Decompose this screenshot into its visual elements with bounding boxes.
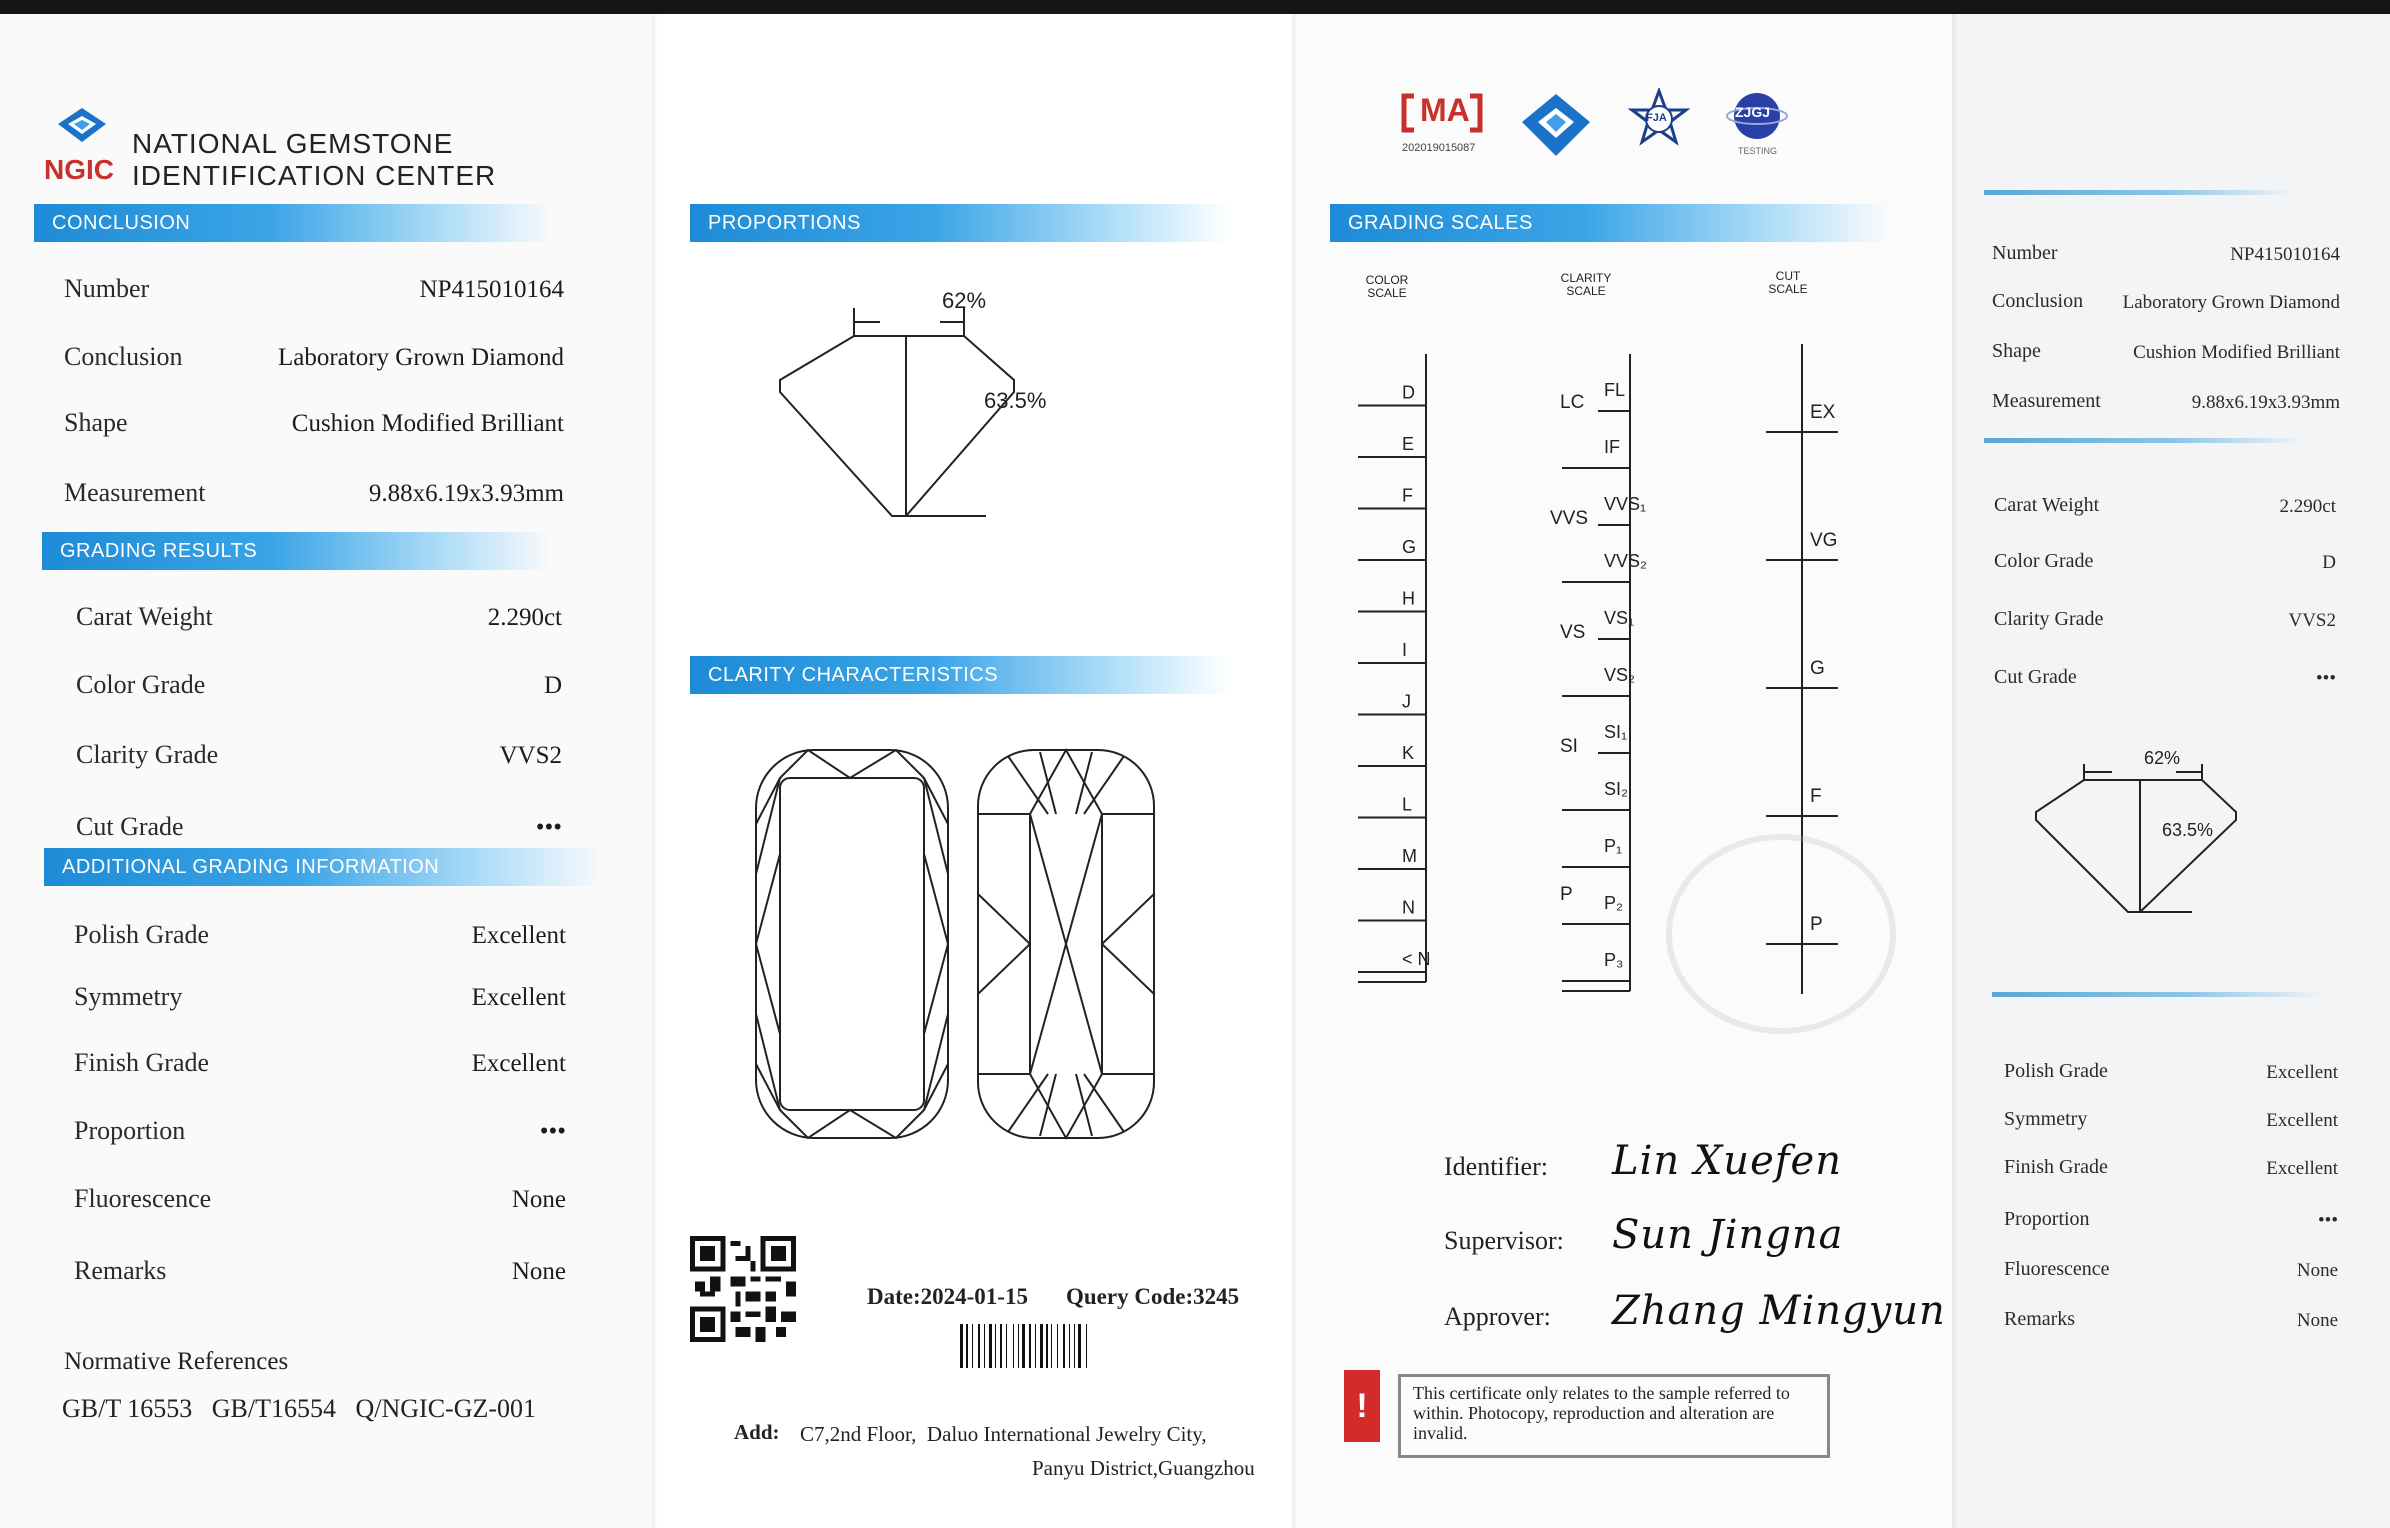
qr-code[interactable] [690,1236,796,1342]
cut-grade-label: VG [1810,530,1838,551]
cut-grade-label: F [1810,786,1822,807]
row-label: Cut Grade [1994,666,2077,688]
row-label: Carat Weight [1994,494,2100,516]
warning-icon: ! [1344,1370,1380,1442]
row-label: Shape [1992,340,2041,362]
row-value: Cushion Modified Brilliant [2133,342,2340,363]
clarity-grade-label: SI₂ [1604,779,1628,799]
clarity-grade-label: SI₁ [1604,722,1628,742]
color-grade-label: K [1402,742,1415,763]
clarity-grade-label: P₂ [1604,893,1623,913]
signature-role: Supervisor: [1444,1226,1564,1255]
row-value: Laboratory Grown Diamond [277,344,564,371]
org-name-line2: IDENTIFICATION CENTER [132,160,497,191]
row-label: Fluorescence [2004,1258,2110,1280]
zjgj-logo: ZJGJ TESTING [1724,90,1790,160]
row-value: None [511,1186,566,1213]
row-value: ••• [2318,1210,2338,1231]
barcode-bar [978,1324,980,1368]
row-label: Polish Grade [74,920,210,949]
signature-name: Lin Xuefen [1612,1138,1842,1184]
references-title: Normative References [64,1348,289,1375]
color-grade-label: E [1402,433,1415,454]
address-line2: Panyu District,Guangzhou [1032,1456,1255,1480]
grading-results-band: GRADING RESULTS [42,532,552,570]
row-value: VVS2 [2288,610,2336,631]
query-code: Query Code:3245 [1066,1284,1240,1309]
summary-divider-2 [1984,438,2304,443]
color-grade-label: G [1402,536,1417,557]
summary-proportions-diagram [2032,754,2282,924]
barcode-bar [1029,1324,1031,1368]
references-text: GB/T 16553 GB/T16554 Q/NGIC-GZ-001 [62,1394,537,1423]
barcode-bar [1074,1324,1075,1368]
row-label: Measurement [64,478,206,507]
color-grade-label: D [1402,382,1415,403]
cut-grade-label: P [1810,914,1823,935]
row-value: 2.290ct [2279,496,2336,517]
barcode-bar [995,1324,996,1368]
panel-summary [1952,14,2390,1528]
row-label: Polish Grade [2004,1060,2108,1082]
barcode-bar [1006,1324,1007,1368]
barcode-bar [1013,1324,1014,1368]
summary-depth-percent: 63.5% [2162,820,2214,840]
panel-scales [1292,14,1952,1528]
color-grade-label: N [1402,897,1415,918]
row-value: NP415010164 [2230,244,2340,265]
summary-table-percent: 62% [2144,748,2181,768]
row-value: Excellent [2266,1062,2338,1083]
clarity-plot-diagram [750,734,1160,1154]
row-label: Remarks [2004,1308,2076,1330]
barcode-bar [1069,1324,1070,1368]
barcode-bar [1022,1324,1025,1368]
depth-percent: 63.5% [984,388,1047,413]
diamond-logo-small [1520,92,1592,163]
row-label: Proportion [74,1116,186,1145]
org-name-line1: NATIONAL GEMSTONE [132,128,454,159]
row-label: Color Grade [76,670,206,699]
row-value: None [2296,1310,2338,1331]
clarity-grade-label: VS₂ [1604,665,1635,685]
barcode-bar [1046,1324,1048,1368]
color-grade-label: < N [1402,948,1431,969]
watermark-stamp [1666,834,1896,1034]
barcode-bar [1018,1324,1019,1368]
clarity-group-label: VS [1560,622,1586,643]
barcode-bar [1051,1324,1052,1368]
color-grade-label: I [1402,639,1408,660]
clarity-group-label: P [1560,884,1573,905]
row-label: Remarks [74,1256,167,1285]
fja-logo: FJA [1628,88,1690,155]
color-grade-label: J [1402,691,1411,712]
clarity-grade-label: VS₁ [1604,608,1635,628]
barcode-bar [960,1324,963,1368]
additional-band: ADDITIONAL GRADING INFORMATION [44,848,604,886]
row-label: Finish Grade [74,1048,210,1077]
clarity-group-label: VVS [1550,508,1589,529]
row-value: NP415010164 [419,276,564,303]
row-value: Excellent [2266,1158,2338,1179]
row-label: Clarity Grade [1994,608,2104,630]
row-label: Proportion [2004,1208,2090,1230]
barcode-bar [1078,1324,1081,1368]
barcode-bar [1040,1324,1043,1368]
barcode-bar [966,1324,968,1368]
clarity-characteristics-band: CLARITY CHARACTERISTICS [690,656,1230,694]
signature-name: Zhang Mingyun [1612,1288,1946,1334]
row-label: Finish Grade [2004,1156,2108,1178]
row-value: Excellent [471,922,566,949]
row-value: Laboratory Grown Diamond [2122,292,2340,313]
barcode-bar [1035,1324,1036,1368]
row-label: Shape [64,408,128,437]
row-label: Number [1992,242,2058,264]
row-label: Fluorescence [74,1184,212,1213]
address-label: Add: [734,1420,780,1444]
color-grade-label: L [1402,794,1413,815]
row-value: Excellent [471,984,566,1011]
top-shadow [0,0,2390,14]
barcode-bar [984,1324,985,1368]
row-label: Cut Grade [76,812,184,841]
color-grade-label: H [1402,588,1415,609]
logo-abbr: NGIC [44,154,114,185]
row-value: D [543,672,562,699]
table-percent: 62% [942,288,987,313]
clarity-grade-label: IF [1604,437,1620,457]
barcode-bar [1063,1324,1065,1368]
signature-role: Identifier: [1444,1152,1548,1181]
summary-divider-1 [1984,190,2294,195]
color-grade-label: M [1402,845,1417,866]
clarity-grade-label: VVS₂ [1604,551,1648,571]
row-value: ••• [539,1118,566,1145]
row-value: ••• [535,814,562,841]
clarity-group-label: SI [1560,736,1578,757]
barcode [960,1324,1150,1368]
row-label: Color Grade [1994,550,2094,572]
cut-grade-label: EX [1810,402,1836,423]
row-value: Excellent [2266,1110,2338,1131]
issue-date: Date:2024-01-15 [867,1284,1028,1309]
row-value: Excellent [471,1050,566,1077]
row-label: Symmetry [2004,1108,2088,1130]
row-label: Symmetry [74,982,183,1011]
grading-scales-band: GRADING SCALES [1330,204,1890,242]
barcode-bar [1086,1324,1087,1368]
row-label: Carat Weight [76,602,213,631]
row-value: None [511,1258,566,1285]
barcode-bar [1057,1324,1058,1368]
color-scale-header: COLOR SCALE [1365,273,1409,300]
diamond-logo-icon [1520,92,1592,158]
row-value: VVS2 [499,742,562,769]
panel-proportions [652,14,1292,1528]
clarity-scale-header: CLARITY SCALE [1560,271,1612,298]
signature-name: Sun Jingna [1612,1212,1844,1258]
cut-scale-header: CUT SCALE [1768,269,1808,296]
cma-logo: MA 202019015087 [1400,88,1484,158]
row-value: 9.88x6.19x3.93mm [2191,392,2340,413]
signature-role: Approver: [1444,1302,1551,1331]
clarity-grade-label: VVS₁ [1604,494,1647,514]
clarity-grade-label: P₁ [1604,836,1623,856]
row-value: 9.88x6.19x3.93mm [368,480,564,507]
clarity-grade-label: P₃ [1604,950,1624,970]
row-label: Conclusion [64,342,183,371]
row-value: ••• [2316,668,2336,689]
clarity-grade-label: FL [1604,380,1626,400]
barcode-bar [972,1324,973,1368]
row-label: Measurement [1992,390,2101,412]
row-value: D [2322,552,2336,573]
row-label: Number [64,274,150,303]
color-grade-label: F [1402,485,1413,506]
row-value: 2.290ct [487,604,562,631]
cut-grade-label: G [1810,658,1825,679]
conclusion-band: CONCLUSION [34,204,554,242]
panel-left [0,14,652,1528]
row-value: Cushion Modified Brilliant [291,410,564,437]
summary-divider-3 [1992,992,2322,997]
barcode-bar [989,1324,992,1368]
proportions-band: PROPORTIONS [690,204,1230,242]
address-line1: C7,2nd Floor, Daluo International Jewelry City, [800,1422,1207,1446]
row-value: None [2296,1260,2338,1281]
row-label: Conclusion [1992,290,2084,312]
clarity-group-label: LC [1560,392,1585,413]
row-label: Clarity Grade [76,740,219,769]
notice-text: This certificate only relates to the sample referred to within. Photocopy, reproduction and alteration are invalid. [1398,1374,1830,1458]
barcode-bar [1000,1324,1002,1368]
